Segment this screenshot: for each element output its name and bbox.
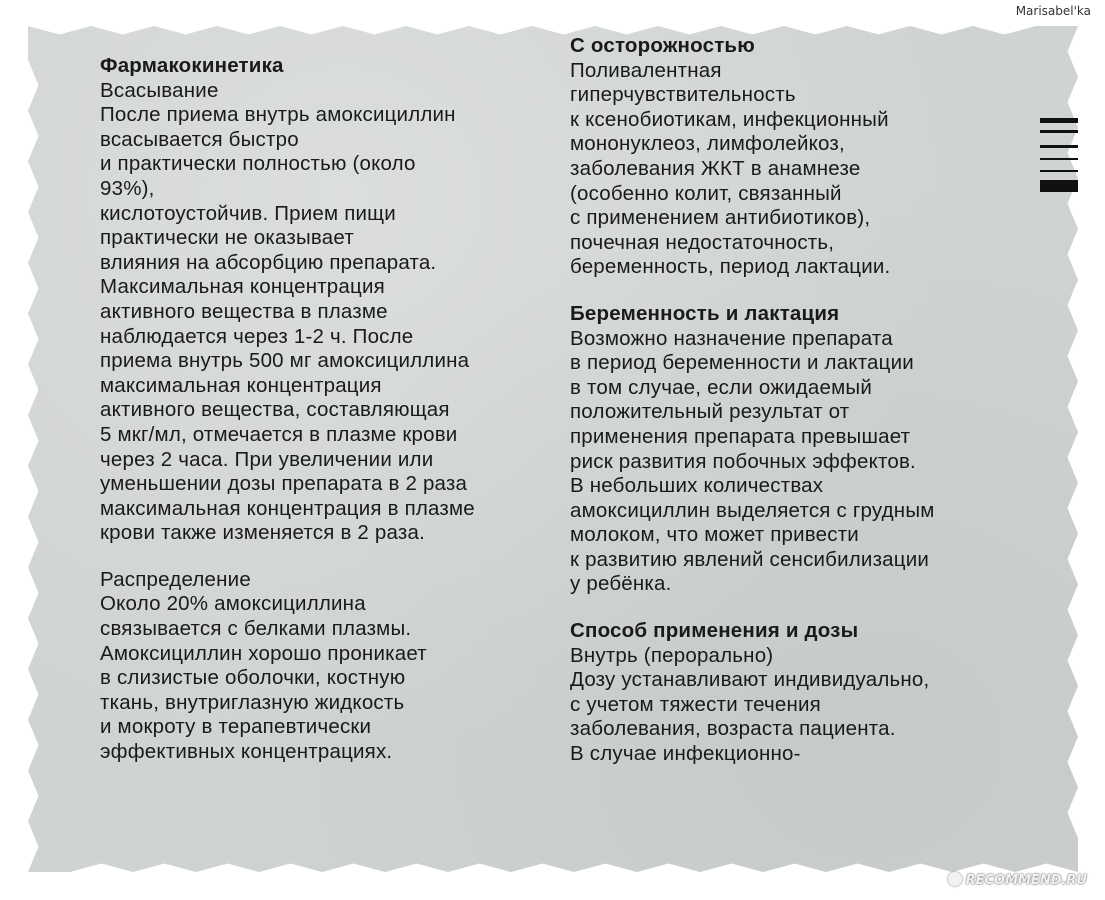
text-line: Внутрь (перорально) [570, 643, 774, 667]
print-mark-bar [1040, 145, 1078, 148]
text-line: Максимальная концентрация [100, 275, 385, 299]
text-line: амоксициллин выделяется с грудным [570, 498, 935, 522]
print-mark-bar [1040, 130, 1078, 133]
text-line: всасывается быстро [100, 127, 299, 151]
text-line: Дозу устанавливают индивидуально, [570, 668, 930, 692]
text-line: с применением антибиотиков), [570, 206, 871, 230]
print-mark-bar [1040, 118, 1078, 123]
text-line: практически не оказывает [100, 226, 354, 250]
text-line: Возможно назначение препарата [570, 326, 893, 350]
text-line: кислотоустойчив. Прием пищи [100, 201, 396, 225]
text-line: В небольших количествах [570, 474, 824, 498]
right-column [570, 34, 1030, 767]
section-heading-caution: С осторожностью [570, 34, 755, 57]
text-line: с учетом тяжести течения [570, 692, 821, 716]
print-marks [1040, 118, 1078, 199]
text-line: молоком, что может привести [570, 523, 859, 547]
text-line: беременность, период лактации. [570, 255, 891, 279]
username-label: Marisabel'ka [1015, 4, 1091, 18]
section-heading-pregnancy: Беременность и лактация [570, 301, 840, 325]
text-line: к развитию явлений сенсибилизации [570, 547, 930, 571]
text-line: В случае инфекционно- [570, 742, 801, 766]
text-line: эффективных концентрациях. [100, 740, 393, 764]
text-line: максимальная концентрация в плазме [100, 496, 475, 520]
text-line: почечная недостаточность, [570, 230, 835, 254]
text-line: максимальная концентрация [100, 373, 382, 397]
text-line: Около 20% амоксициллина [100, 592, 366, 616]
text-line: связывается с белками плазмы. [100, 617, 412, 641]
text-line: в том случае, если ожидаемый [570, 375, 873, 399]
text-line: 5 мкг/мл, отмечается в плазме крови [100, 422, 458, 446]
text-line: активного вещества, составляющая [100, 398, 450, 422]
text-line: и практически полностью (около [100, 152, 416, 176]
site-watermark [948, 872, 1087, 888]
section-heading-pharmacokinetics: Фармакокинетика [100, 54, 284, 77]
text-line: 93%), [100, 176, 155, 200]
text-line: применения препарата превышает [570, 424, 911, 448]
text-line: заболевания, возраста пациента. [570, 717, 896, 741]
print-mark-bar [1040, 158, 1078, 160]
subsection-title-distribution: Распределение [100, 567, 251, 591]
text-line: После приема внутрь амоксициллин [100, 103, 456, 127]
print-mark-bar [1040, 180, 1078, 192]
text-line: влияния на абсорбцию препарата. [100, 250, 437, 274]
text-line: в слизистые оболочки, костную [100, 666, 406, 690]
text-line: (особенно колит, связанный [570, 181, 842, 205]
text-line: наблюдается через 1-2 ч. После [100, 324, 414, 348]
text-line: ткань, внутриглазную жидкость [100, 690, 405, 714]
subsection-title-absorption: Всасывание [100, 78, 219, 102]
text-line: через 2 часа. При увеличении или [100, 447, 434, 471]
text-line: гиперчувствительность [570, 83, 796, 107]
text-line: мононуклеоз, лимфолейкоз, [570, 132, 845, 156]
watermark-logo-icon [948, 872, 962, 886]
watermark-text: RECOMMEND.RU [965, 873, 1087, 888]
left-column [100, 54, 570, 765]
text-line: приема внутрь 500 мг амоксициллина [100, 349, 470, 373]
text-line: в период беременности и лактации [570, 351, 914, 375]
text-line: заболевания ЖКТ в анамнезе [570, 156, 861, 180]
text-line: к ксенобиотикам, инфекционный [570, 107, 889, 131]
print-mark-bar [1040, 170, 1078, 172]
text-line: активного вещества в плазме [100, 299, 388, 323]
section-heading-dosage: Способ применения и дозы [570, 619, 859, 643]
text-line: Амоксициллин хорошо проникает [100, 641, 427, 665]
text-line: уменьшении дозы препарата в 2 раза [100, 472, 468, 496]
text-line: у ребёнка. [570, 572, 672, 596]
text-line: крови также изменяется в 2 раза. [100, 521, 425, 545]
text-line: Поливалентная [570, 58, 722, 82]
text-line: положительный результат от [570, 400, 850, 424]
text-line: риск развития побочных эффектов. [570, 449, 916, 473]
text-line: и мокроту в терапевтически [100, 715, 372, 739]
